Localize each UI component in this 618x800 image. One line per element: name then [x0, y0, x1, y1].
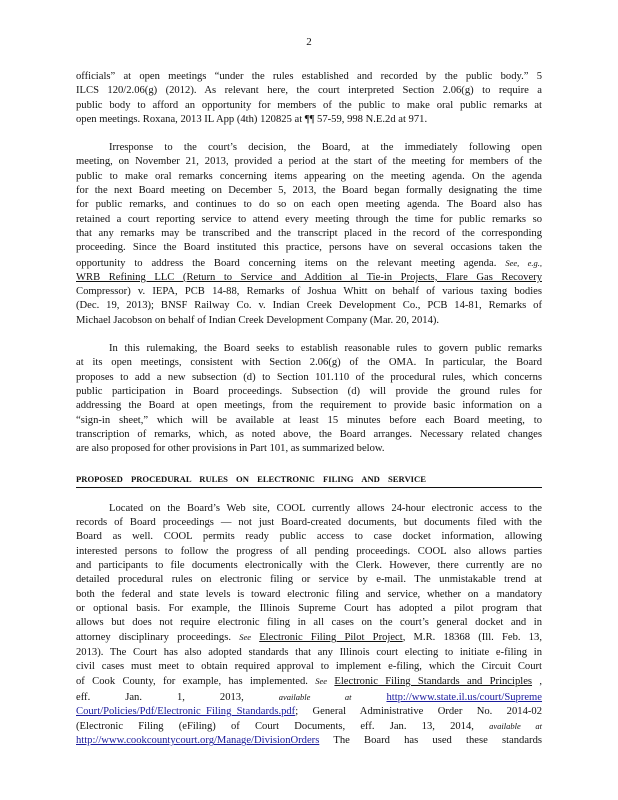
text-line: attorney disciplinary proceedings. See Electronic Filing Pilot Project, M.R. 18368 (Ill. Feb. 13,: [76, 632, 542, 644]
text-line: officials” at open meetings “under the rules established and recorded by the public body.” 5: [76, 71, 542, 82]
text-line: allows but does not require electronic filing in all cases on the court’s general docket and in: [76, 617, 542, 629]
text-line: Irresponse to the court’s decision, the Board, at the immediately following open: [109, 142, 542, 154]
text-line: that any remarks may be transcribed and the transcript placed in the record of the corresponding: [76, 227, 542, 239]
text-line: meeting, on November 21, 2013, provided a period at the start of the meeting for members of the: [76, 156, 542, 168]
text-line: Located on the Board’s Web site, COOL currently allows 24-hour electronic access to the: [109, 502, 542, 514]
text-line: “sign-in sheet,” which will be available at least 15 minutes before each Board meeting, to: [76, 414, 542, 426]
paragraph-board-response: [76, 141, 542, 328]
text-line: for the next Board meeting on December 5, 2013, the Board began formally designating the time: [76, 185, 542, 197]
paragraph-cool: [76, 502, 542, 749]
text-line: opportunity to address the Board concerning items on the relevant meeting agenda. See, e.g.,: [76, 257, 542, 269]
text-line: open meetings. Roxana, 2013 IL App (4th) 120825 at ¶¶ 57-59, 998 N.E.2d at 971.: [76, 113, 428, 125]
page-number: 2: [306, 36, 312, 48]
text-line: proposes to add a new subsection (d) to Section 101.110 of the procedural rules, which concerns: [76, 371, 542, 383]
cook-county-url-link[interactable]: http://www.cookcountycourt.org/Manage/DivisionOrders: [76, 735, 320, 747]
text-line: public to make oral remarks concerning items appearing on the meeting agenda. On the agenda: [76, 170, 542, 182]
order-title: Electronic Filing Pilot Project: [259, 632, 403, 644]
text-line: addressing the Board at open meetings, from the requirement to provide basic information on a: [76, 400, 542, 412]
text-line: Board as well. COOL permits ready public access to case docket information, allowing: [76, 531, 542, 543]
text-line: for public remarks, and continues to do so on each open meeting agenda. The Board also has: [76, 199, 542, 211]
case-name: WRB Refining LLC (Return to Service and Addition al Tie-in Projects, Flare Gas Recovery: [76, 271, 542, 283]
text-line: of Cook County, for example, has implemented. See Electronic Filing Standards and Principles ,: [76, 676, 542, 688]
text-line: eff. Jan. 1, 2013, available at http://www.state.il.us/court/Supreme: [76, 691, 543, 703]
standards-url-link-continued[interactable]: Court/Policies/Pdf/Electronic_Filing_Standards.pdf: [76, 705, 296, 717]
section-heading: PROPOSED PROCEDURAL RULES ON ELECTRONIC FILING AND SERVICE: [76, 472, 542, 487]
text-line: records of Board proceedings — not just Board-created documents, but documents filed with the: [76, 517, 542, 529]
text-line: In this rulemaking, the Board seeks to establish reasonable rules to govern public remarks: [109, 343, 542, 355]
text-line: public body to afford an opportunity for members of the public to make oral public remarks at: [76, 99, 542, 111]
citation-signal: See, e.g.,: [505, 257, 542, 268]
text-line: Court/Policies/Pdf/Electronic_Filing_Standards.pdf; General Administrative Order No. 2014-02: [76, 705, 542, 717]
text-line: interested persons to follow the progress of all pending proceedings. COOL also allows parties: [76, 545, 542, 557]
paragraph-roxana: [76, 70, 542, 127]
text-line: both the federal and state levels is toward electronic filing and service, whether on a mandatory: [76, 588, 542, 600]
text-line: transcription of remarks, which, as noted above, the Board arranges. Necessary related changes: [76, 428, 542, 440]
text-line: 2013). The Court has also adopted standards that any Illinois court electing to initiate e-filing in: [76, 646, 542, 658]
text-line: (Dec. 19, 2013); BNSF Railway Co. v. Indian Creek Development Co., PCB 14-81, Remarks of: [76, 300, 542, 312]
text-line: civil cases must meet to obtain required approval to implement e-filing, which the Circuit Court: [76, 660, 542, 672]
text-line: Compressor) v. IEPA, PCB 14-88, Remarks of Joshua Whitt on behalf of various taxing bodies: [76, 286, 542, 298]
standards-title: Electronic Filing Standards and Principles: [334, 676, 533, 688]
text-line: public participation in Board proceedings. Subsection (d) will provide the ground rules for: [76, 385, 542, 397]
text-line: detailed procedural rules on electronic filing or service by e-mail. The unmistakable trend at: [76, 574, 542, 586]
citation-signal: See: [315, 676, 328, 687]
text-line: proceeding. Since the Board instituted this practice, persons have on several occasions taken the: [76, 242, 542, 254]
text-line: Michael Jacobson on behalf of Indian Creek Development Company (Mar. 20, 2014).: [76, 314, 440, 326]
text-line: at its open meetings, consistent with Section 2.06(g) of the OMA. In particular, the Board: [76, 357, 542, 369]
text-line: or optional basis. For example, the Illinois Supreme Court has adopted a pilot program that: [76, 602, 542, 614]
text-line: http://www.cookcountycourt.org/Manage/DivisionOrders The Board has used these standards: [76, 735, 542, 747]
text-line: retained a court reporting service to attend every meeting through the time for public remarks so: [76, 213, 542, 225]
standards-url-link[interactable]: http://www.state.il.us/court/Supreme: [386, 691, 543, 703]
citation-signal: See: [239, 632, 251, 643]
paragraph-rulemaking: [76, 342, 542, 456]
text-line: (Electronic Filing (eFiling) of Court Documents, eff. Jan. 13, 2014, available at: [76, 721, 543, 733]
text-line: ILCS 120/2.06(g) (2012). As relevant here, the court interpreted Section 2.06(g) to require a: [76, 85, 542, 97]
text-line: are also proposed for other provisions in Part 101, as summarized below.: [76, 443, 385, 455]
document-body: [76, 70, 542, 749]
text-line: [76, 271, 542, 285]
text-line: and participants to file documents electronically with the Clerk. However, there currently are no: [76, 559, 542, 571]
